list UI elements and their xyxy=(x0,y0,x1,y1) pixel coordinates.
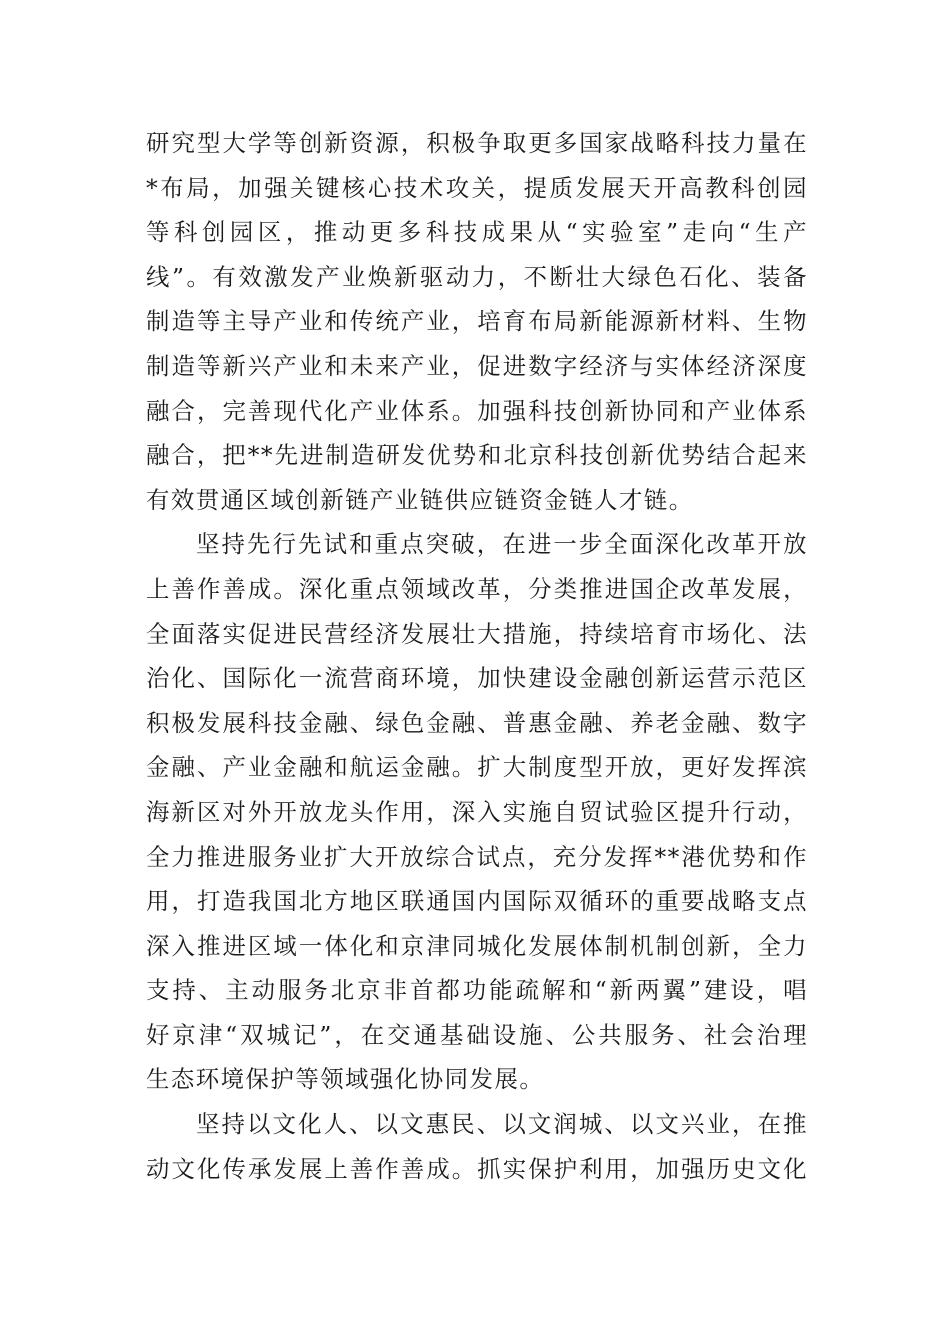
text-line: 等科创园区，推动更多科技成果从“实验室”走向“生产 xyxy=(146,218,808,247)
text-line: 制造等主导产业和传统产业，培育布局新能源新材料、生物 xyxy=(146,307,808,336)
text-line: 生态环境保护等领域强化协同发展。 xyxy=(146,1065,545,1094)
text-line: 海新区对外开放龙头作用，深入实施自贸试验区提升行动， xyxy=(146,797,808,826)
text-line: 有效贯通区域创新链产业链供应链资金链人才链。 xyxy=(146,485,694,514)
text-line: 好京津“双城记”，在交通基础设施、公共服务、社会治理 xyxy=(146,1020,808,1049)
text-line: 深入推进区域一体化和京津同城化发展体制机制创新，全力 xyxy=(146,931,808,960)
text-line: 金融、产业金融和航运金融。扩大制度型开放，更好发挥滨 xyxy=(146,753,808,782)
text-line: 上善作善成。深化重点领域改革，分类推进国企改革发展， xyxy=(146,574,808,603)
text-line: 融合，把**先进制造研发优势和北京科技创新优势结合起来 xyxy=(146,441,808,470)
text-line: 线”。有效激发产业焕新驱动力，不断壮大绿色石化、装备 xyxy=(146,262,808,291)
text-line: 治化、国际化一流营商环境，加快建设金融创新运营示范区 xyxy=(146,664,808,693)
text-line: 研究型大学等创新资源，积极争取更多国家战略科技力量在 xyxy=(146,129,808,157)
text-line: 支持、主动服务北京非首都功能疏解和“新两翼”建设，唱 xyxy=(146,976,808,1005)
body-text xyxy=(146,121,808,1191)
text-line: 融合，完善现代化产业体系。加强科技创新协同和产业体系 xyxy=(146,396,808,425)
text-line: 动文化传承发展上善作善成。抓实保护利用，加强历史文化 xyxy=(146,1154,808,1183)
text-line: 用，打造我国北方地区联通国内国际双循环的重要战略支点 xyxy=(146,887,808,916)
text-line: 制造等新兴产业和未来产业，促进数字经济与实体经济深度 xyxy=(146,351,808,380)
text-line: 积极发展科技金融、绿色金融、普惠金融、养老金融、数字 xyxy=(146,708,808,737)
text-line: *布局，加强关键核心技术攻关，提质发展天开高教科创园 xyxy=(146,173,808,202)
text-line: 全力推进服务业扩大开放综合试点，充分发挥**港优势和作 xyxy=(146,842,808,871)
text-line: 全面落实促进民营经济发展壮大措施，持续培育市场化、法 xyxy=(146,619,808,648)
paragraph-start-line: 坚持先行先试和重点突破，在进一步全面深化改革开放 xyxy=(196,530,808,559)
paragraph-start-line: 坚持以文化人、以文惠民、以文润城、以文兴业，在推 xyxy=(196,1110,808,1139)
